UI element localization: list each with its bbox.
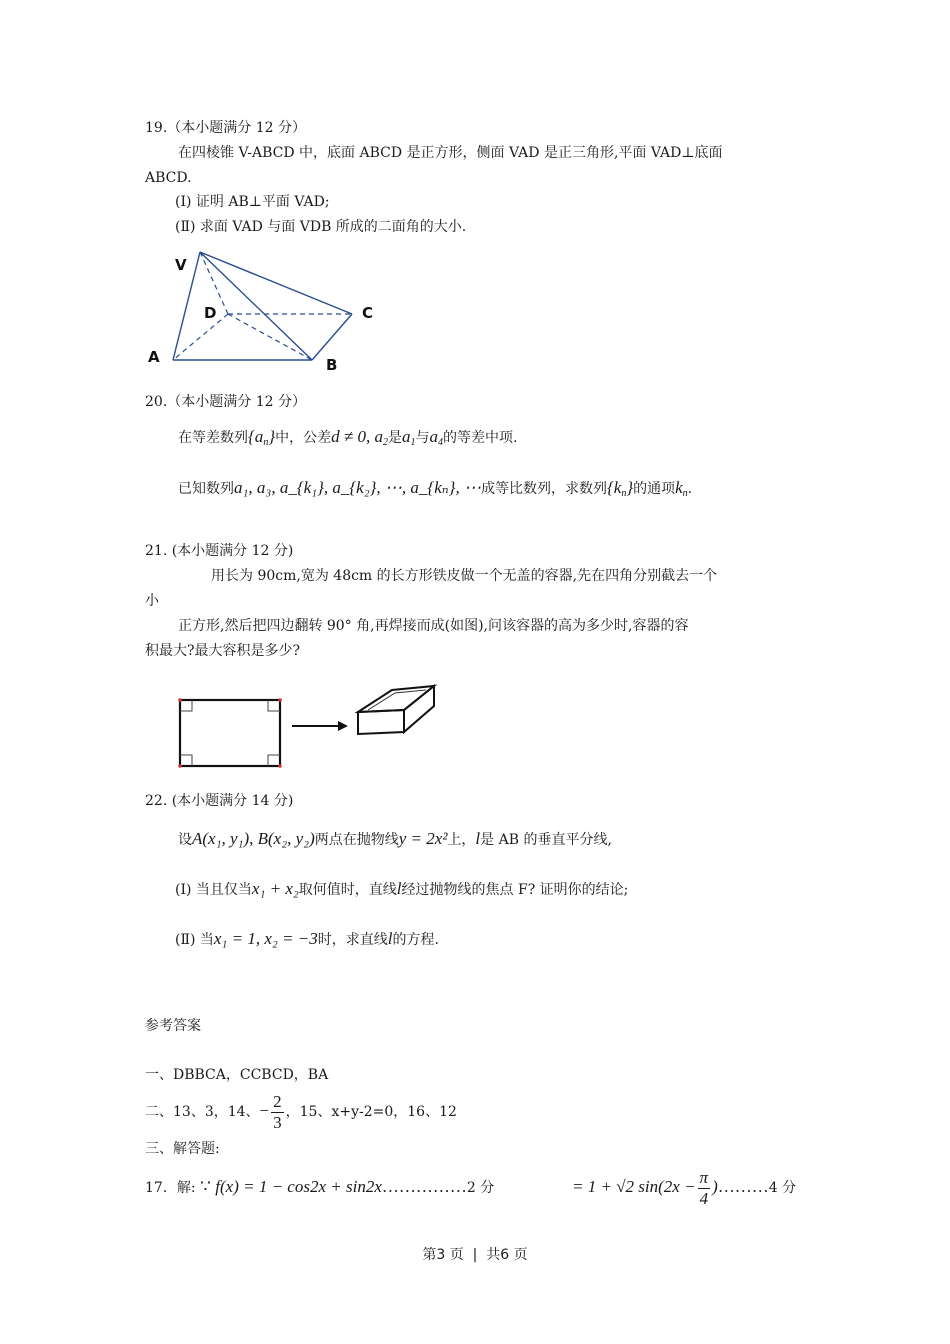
q19-part2: (Ⅱ) 求面 VAD 与面 VDB 所成的二面角的大小. xyxy=(175,219,467,235)
q17-formula1: f(x) = 1 − cos2x + sin2x xyxy=(215,1177,382,1196)
q20-kn: $\{k_n\}$ xyxy=(606,478,634,499)
q21-line1: 用长为 90cm,宽为 48cm 的长方形铁皮做一个无盖的容器,先在四角分别截去一个 xyxy=(211,568,718,584)
edge-da xyxy=(173,314,228,360)
q20-l2b: 成等比数列，求数列 xyxy=(480,481,607,497)
since-symbol: ∵ xyxy=(199,1177,211,1196)
q22-p1a: (Ⅰ) 当且仅当 xyxy=(175,882,252,898)
edge-db xyxy=(228,314,312,360)
q21-title: 21. (本小题满分 12 分) xyxy=(145,543,294,559)
q17-pi-over-4: $\frac{\pi}{4}$ xyxy=(699,1167,709,1208)
q20-k: $k_n$ xyxy=(675,478,688,499)
q20-l1b: 中，公差 xyxy=(275,430,332,446)
q22-l1b: 两点在抛物线 xyxy=(314,832,399,848)
label-v: V xyxy=(175,256,187,274)
label-d: D xyxy=(204,304,217,322)
q21-line3: 正方形,然后把四边翻转 90° 角,再焊接而成(如图),问该容器的高为多少时,容器的容 xyxy=(178,618,689,634)
q22-l-3: l xyxy=(387,929,393,948)
edge-vb xyxy=(200,252,312,360)
q19-text-line1: 在四棱锥 V-ABCD 中，底面 ABCD 是正方形，侧面 VAD 是正三角形,平面 VAD⊥底面 xyxy=(178,145,723,161)
q22-pts: A(x₁, y₁), B(x₂, y₂) xyxy=(192,829,315,848)
q20-seq2: a₁, a₃, a_{k₁}, a_{k₂}, ⋯, a_{kₙ}, ⋯ xyxy=(234,478,481,497)
q22-title: 22. (本小题满分 14 分) xyxy=(145,793,294,809)
q19-title: 19.（本小题满分 12 分） xyxy=(145,120,306,136)
q22-parabola: y = 2x² xyxy=(398,829,448,848)
sheet-rect xyxy=(180,700,280,766)
q19-part1: (Ⅰ) 证明 AB⊥平面 VAD; xyxy=(175,194,330,210)
q22-p1b: 取何值时，直线 xyxy=(298,882,397,898)
q17-label: 17．解: xyxy=(145,1180,196,1196)
q22-line1 xyxy=(178,829,612,850)
answers-q17 xyxy=(145,1166,494,1209)
q20-l1c: 的等差中项. xyxy=(442,430,518,446)
q17-points1: 2 分 xyxy=(466,1180,495,1196)
q20-cond: d ≠ 0, $a_2$ xyxy=(331,427,388,448)
answers-a2-sign: − xyxy=(259,1101,270,1120)
page-footer: 第3 页 | 共6 页 xyxy=(422,1247,528,1263)
q20-l2a: 已知数列 xyxy=(178,481,234,497)
q22-p2a: (Ⅱ) 当 xyxy=(175,932,214,948)
q17-formula2: = 1 + √2 sin(2x − xyxy=(572,1177,696,1196)
label-b: B xyxy=(326,356,338,374)
answers-part3: 三、解答题: xyxy=(145,1141,220,1157)
q20-seq: $\{a_n\}$ xyxy=(248,427,276,448)
edge-bc xyxy=(312,314,352,360)
pyramid-figure xyxy=(140,240,400,380)
q17-dots1: …………… xyxy=(381,1177,467,1196)
label-c: C xyxy=(362,304,374,322)
q20-line1 xyxy=(178,427,517,453)
q20-dot: . xyxy=(687,481,693,497)
q22-sum: x₁ + x₂ xyxy=(251,879,299,898)
answers-a2a: 二、13、3，14、 xyxy=(145,1104,260,1120)
q21-line4: 积最大?最大容积是多少? xyxy=(145,643,301,659)
q22-l1a: 设 xyxy=(178,832,192,848)
answers-part2 xyxy=(145,1090,457,1133)
answers-q17-cont xyxy=(572,1166,796,1209)
q17-dots2: ……… xyxy=(717,1177,769,1196)
edge-vc xyxy=(200,252,352,314)
q20-and: 与 xyxy=(415,430,430,446)
q22-p2b: 时，求直线 xyxy=(317,932,388,948)
q20-l1a: 在等差数列 xyxy=(178,430,248,446)
q20-is: 是 xyxy=(387,430,402,446)
answers-fraction: $\frac{2}{3}$ xyxy=(273,1091,282,1132)
arrow-head xyxy=(338,721,348,731)
q22-vals: x₁ = 1, x₂ = −3 xyxy=(213,929,318,948)
q21-line2: 小 xyxy=(145,593,159,609)
q19-text-line2: ABCD. xyxy=(145,170,192,186)
answers-a2b: ，15、x+y-2=0，16、12 xyxy=(285,1104,457,1120)
label-a: A xyxy=(148,348,160,366)
q20-line2 xyxy=(178,478,692,504)
q20-title: 20.（本小题满分 12 分） xyxy=(145,394,306,410)
box-figure xyxy=(170,680,450,775)
q22-p2c: 的方程. xyxy=(392,932,439,948)
q20-a4: $a_4$ xyxy=(429,427,443,448)
q17-formula2-close: ) xyxy=(712,1177,718,1196)
answers-part1: 一、DBBCA，CCBCD，BA xyxy=(145,1067,329,1083)
q22-l1d: 是 AB 的垂直平分线, xyxy=(480,832,612,848)
q20-a1: $a_1$ xyxy=(401,427,416,448)
q17-points2: 4 分 xyxy=(768,1180,797,1196)
q22-l: l xyxy=(475,829,481,848)
q22-p1c: 经过抛物线的焦点 F? 证明你的结论; xyxy=(401,882,629,898)
q22-part1 xyxy=(175,879,628,900)
q22-part2 xyxy=(175,929,439,950)
q20-l2c: 的通项 xyxy=(633,481,676,497)
q22-l-2: l xyxy=(396,879,402,898)
answers-heading: 参考答案 xyxy=(145,1018,201,1034)
q22-l1c: 上， xyxy=(447,832,476,848)
